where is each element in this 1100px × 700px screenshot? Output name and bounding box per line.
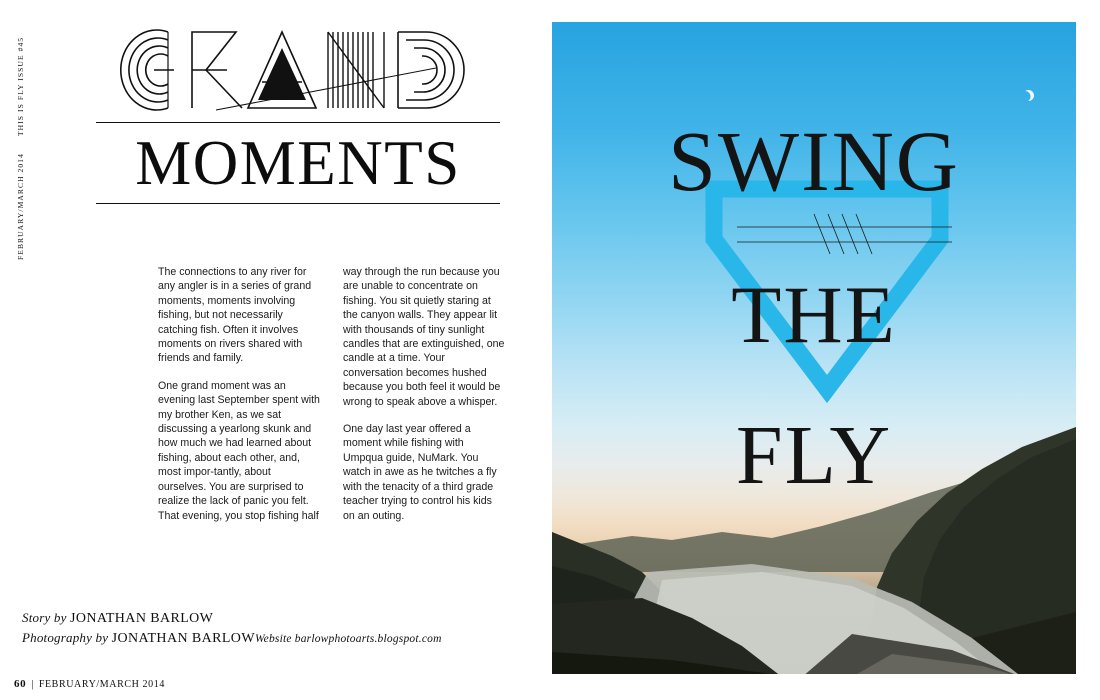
article-body (158, 265, 506, 523)
photo-headline-line3: FLY (735, 409, 893, 502)
spine-issue: THIS IS FLY ISSUE #45 (16, 36, 25, 136)
folio-page-number: 60 (14, 678, 27, 690)
spine-text (6, 28, 25, 268)
title-grand (96, 22, 506, 114)
credit-photo-label: Photography by (22, 630, 112, 645)
folio-separator: | (31, 679, 34, 690)
article-column-left (158, 265, 321, 523)
credit-photography (22, 628, 522, 649)
masthead-rule-top (96, 122, 500, 123)
folio-issue-date: FEBRUARY/MARCH 2014 (38, 679, 165, 690)
credits (22, 608, 522, 649)
photo-headline-line1: SWING (668, 113, 960, 209)
photo-page (552, 22, 1076, 674)
paragraph: The connections to any river for any angler is in a series of grand moments, moments involving fishing, but not necessarily catching fish. Often it involves moments on rivers shared with friends and family. (158, 266, 312, 365)
credit-story-label: Story by (22, 610, 71, 625)
credit-story-author: JONATHAN BARLOW (70, 611, 214, 626)
credit-website-url[interactable]: barlowphotoarts.blogspot.com (294, 633, 442, 645)
credit-website-label: Website (254, 633, 295, 645)
photo-headline-line2: THE (731, 269, 897, 360)
spine-date: FEBRUARY/MARCH 2014 (16, 153, 25, 260)
title-moments: MOMENTS (135, 128, 461, 198)
credit-photo-author: JONATHAN BARLOW (111, 631, 255, 646)
crescent-moon-icon (1023, 90, 1034, 101)
folio (14, 678, 165, 690)
paragraph: One grand moment was an evening last September spent with my brother Ken, as we sat discussing a yearlong skunk and how much we had learned about fishing, about each other, and, most impor-tantly, about ourselves. You are surprised to realize the lack of panic you felt. That evening, you stop fishing half (158, 379, 320, 522)
paragraph: One day last year offered a moment while fishing with Umpqua guide, NuMark. You watch in awe as he twitches a fly with the tenacity of a third grade teacher trying to control his kids on an outing. (343, 423, 497, 522)
credit-story (22, 608, 522, 628)
article-column-right (343, 265, 506, 523)
paragraph: way through the run because you are unable to concentrate on fishing. You sit quietly staring at the canyon walls. They appear lit with thousands of tiny sunlight candles that are extinguished, one candle at a time. Your conversation becomes hushed because you both feel it would be wrong to speak above a whisper. (343, 266, 505, 408)
masthead (96, 22, 506, 204)
river (552, 542, 1076, 674)
masthead-rule-bottom (96, 203, 500, 204)
